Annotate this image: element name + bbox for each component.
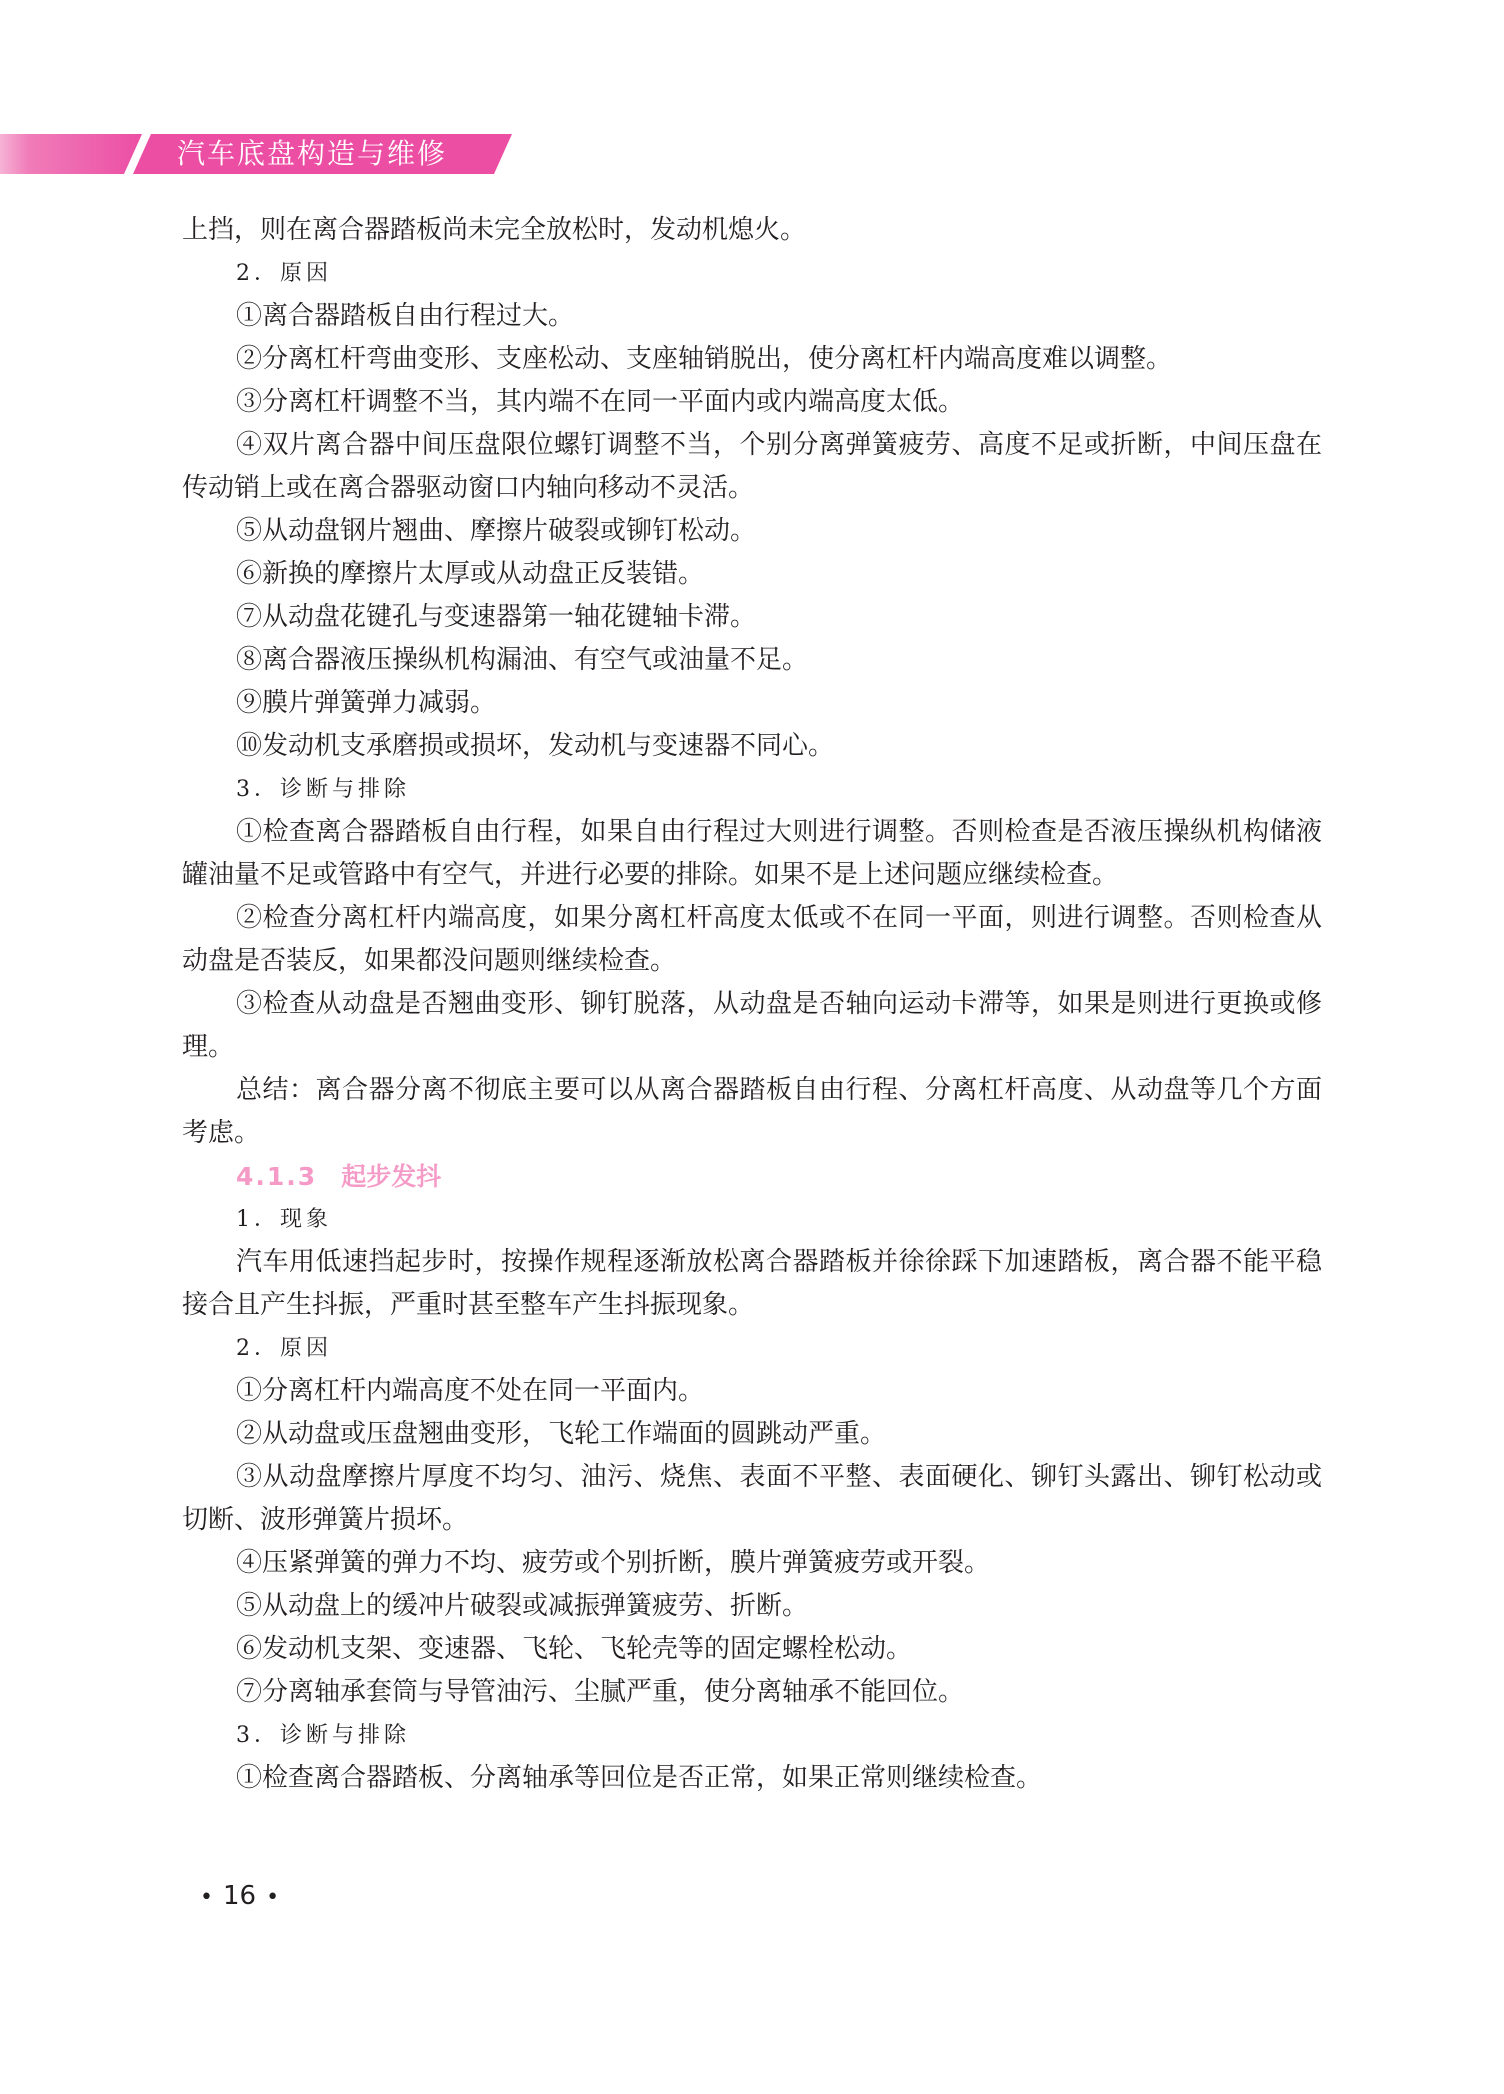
paragraph: ①分离杠杆内端高度不处在同一平面内。 [236,1376,705,1406]
paragraph: ②检查分离杠杆内端高度，如果分离杠杆高度太低或不在同一平面，则进行调整。否则检查从动盘是否装反，如果都没问题则继续检查。 [182,903,1322,976]
paragraph: 总结：离合器分离不彻底主要可以从离合器踏板自由行程、分离杠杆高度、从动盘等几个方面考虑。 [182,1075,1322,1148]
paragraph: ⑦从动盘花键孔与变速器第一轴花键轴卡滞。 [236,602,757,632]
paragraph: ⑥发动机支架、变速器、飞轮、飞轮壳等的固定螺栓松动。 [236,1634,913,1664]
paragraph: 上挡，则在离合器踏板尚未完全放松时，发动机熄火。 [182,215,807,245]
paragraph: ⑧离合器液压操纵机构漏油、有空气或油量不足。 [236,645,809,675]
book-title: 汽车底盘构造与维修 [177,137,448,170]
page-number: 16 [222,1881,257,1911]
paragraph: ①检查离合器踏板自由行程，如果自由行程过大则进行调整。否则检查是否液压操纵机构储液罐油量不足或管路中有空气，并进行必要的排除。如果不是上述问题应继续检查。 [182,817,1322,890]
paragraph: 汽车用低速挡起步时，按操作规程逐渐放松离合器踏板并徐徐踩下加速踏板，离合器不能平稳接合且产生抖振，严重时甚至整车产生抖振现象。 [182,1247,1322,1320]
subheading: 1．现象 [236,1207,332,1232]
page-number-dot-right: • [266,1885,280,1910]
paragraph: ⑤从动盘钢片翘曲、摩擦片破裂或铆钉松动。 [236,516,757,546]
section-number: 4.1.3 [236,1162,318,1191]
paragraph: ⑦分离轴承套筒与导管油污、尘腻严重，使分离轴承不能回位。 [236,1677,965,1707]
paragraph: ②从动盘或压盘翘曲变形，飞轮工作端面的圆跳动严重。 [236,1419,887,1449]
paragraph: ②分离杠杆弯曲变形、支座松动、支座轴销脱出，使分离杠杆内端高度难以调整。 [236,344,1173,374]
subheading: 2．原因 [236,1336,332,1361]
paragraph: ③从动盘摩擦片厚度不均匀、油污、烧焦、表面不平整、表面硬化、铆钉头露出、铆钉松动或切断、波形弹簧片损坏。 [182,1462,1322,1535]
subheading: 2．原因 [236,261,332,286]
subheading: 3．诊断与排除 [236,777,410,802]
paragraph: ⑤从动盘上的缓冲片破裂或减振弹簧疲劳、折断。 [236,1591,809,1621]
section-title: 起步发抖 [341,1162,442,1191]
paragraph: ①离合器踏板自由行程过大。 [236,301,575,331]
paragraph: ③检查从动盘是否翘曲变形、铆钉脱落，从动盘是否轴向运动卡滞等，如果是则进行更换或修理。 [182,989,1322,1062]
subheading: 3．诊断与排除 [236,1723,410,1748]
page-body [182,209,1322,1800]
page-number-dot-left: • [200,1885,213,1910]
section-heading [182,1155,1322,1198]
page-number-footer [190,1878,289,1916]
paragraph: ④压紧弹簧的弹力不均、疲劳或个别折断，膜片弹簧疲劳或开裂。 [236,1548,991,1578]
paragraph: ③分离杠杆调整不当，其内端不在同一平面内或内端高度太低。 [236,387,965,417]
paragraph: ⑥新换的摩擦片太厚或从动盘正反装错。 [236,559,705,589]
banner-left-segment [0,134,142,174]
paragraph: ⑨膜片弹簧弹力减弱。 [236,688,497,718]
paragraph: ⑩发动机支承磨损或损坏，发动机与变速器不同心。 [236,731,835,761]
paragraph: ④双片离合器中间压盘限位螺钉调整不当，个别分离弹簧疲劳、高度不足或折断，中间压盘在传动销上或在离合器驱动窗口内轴向移动不灵活。 [182,430,1322,503]
paragraph: ①检查离合器踏板、分离轴承等回位是否正常，如果正常则继续检查。 [236,1763,1043,1793]
chapter-header-banner [0,134,520,174]
